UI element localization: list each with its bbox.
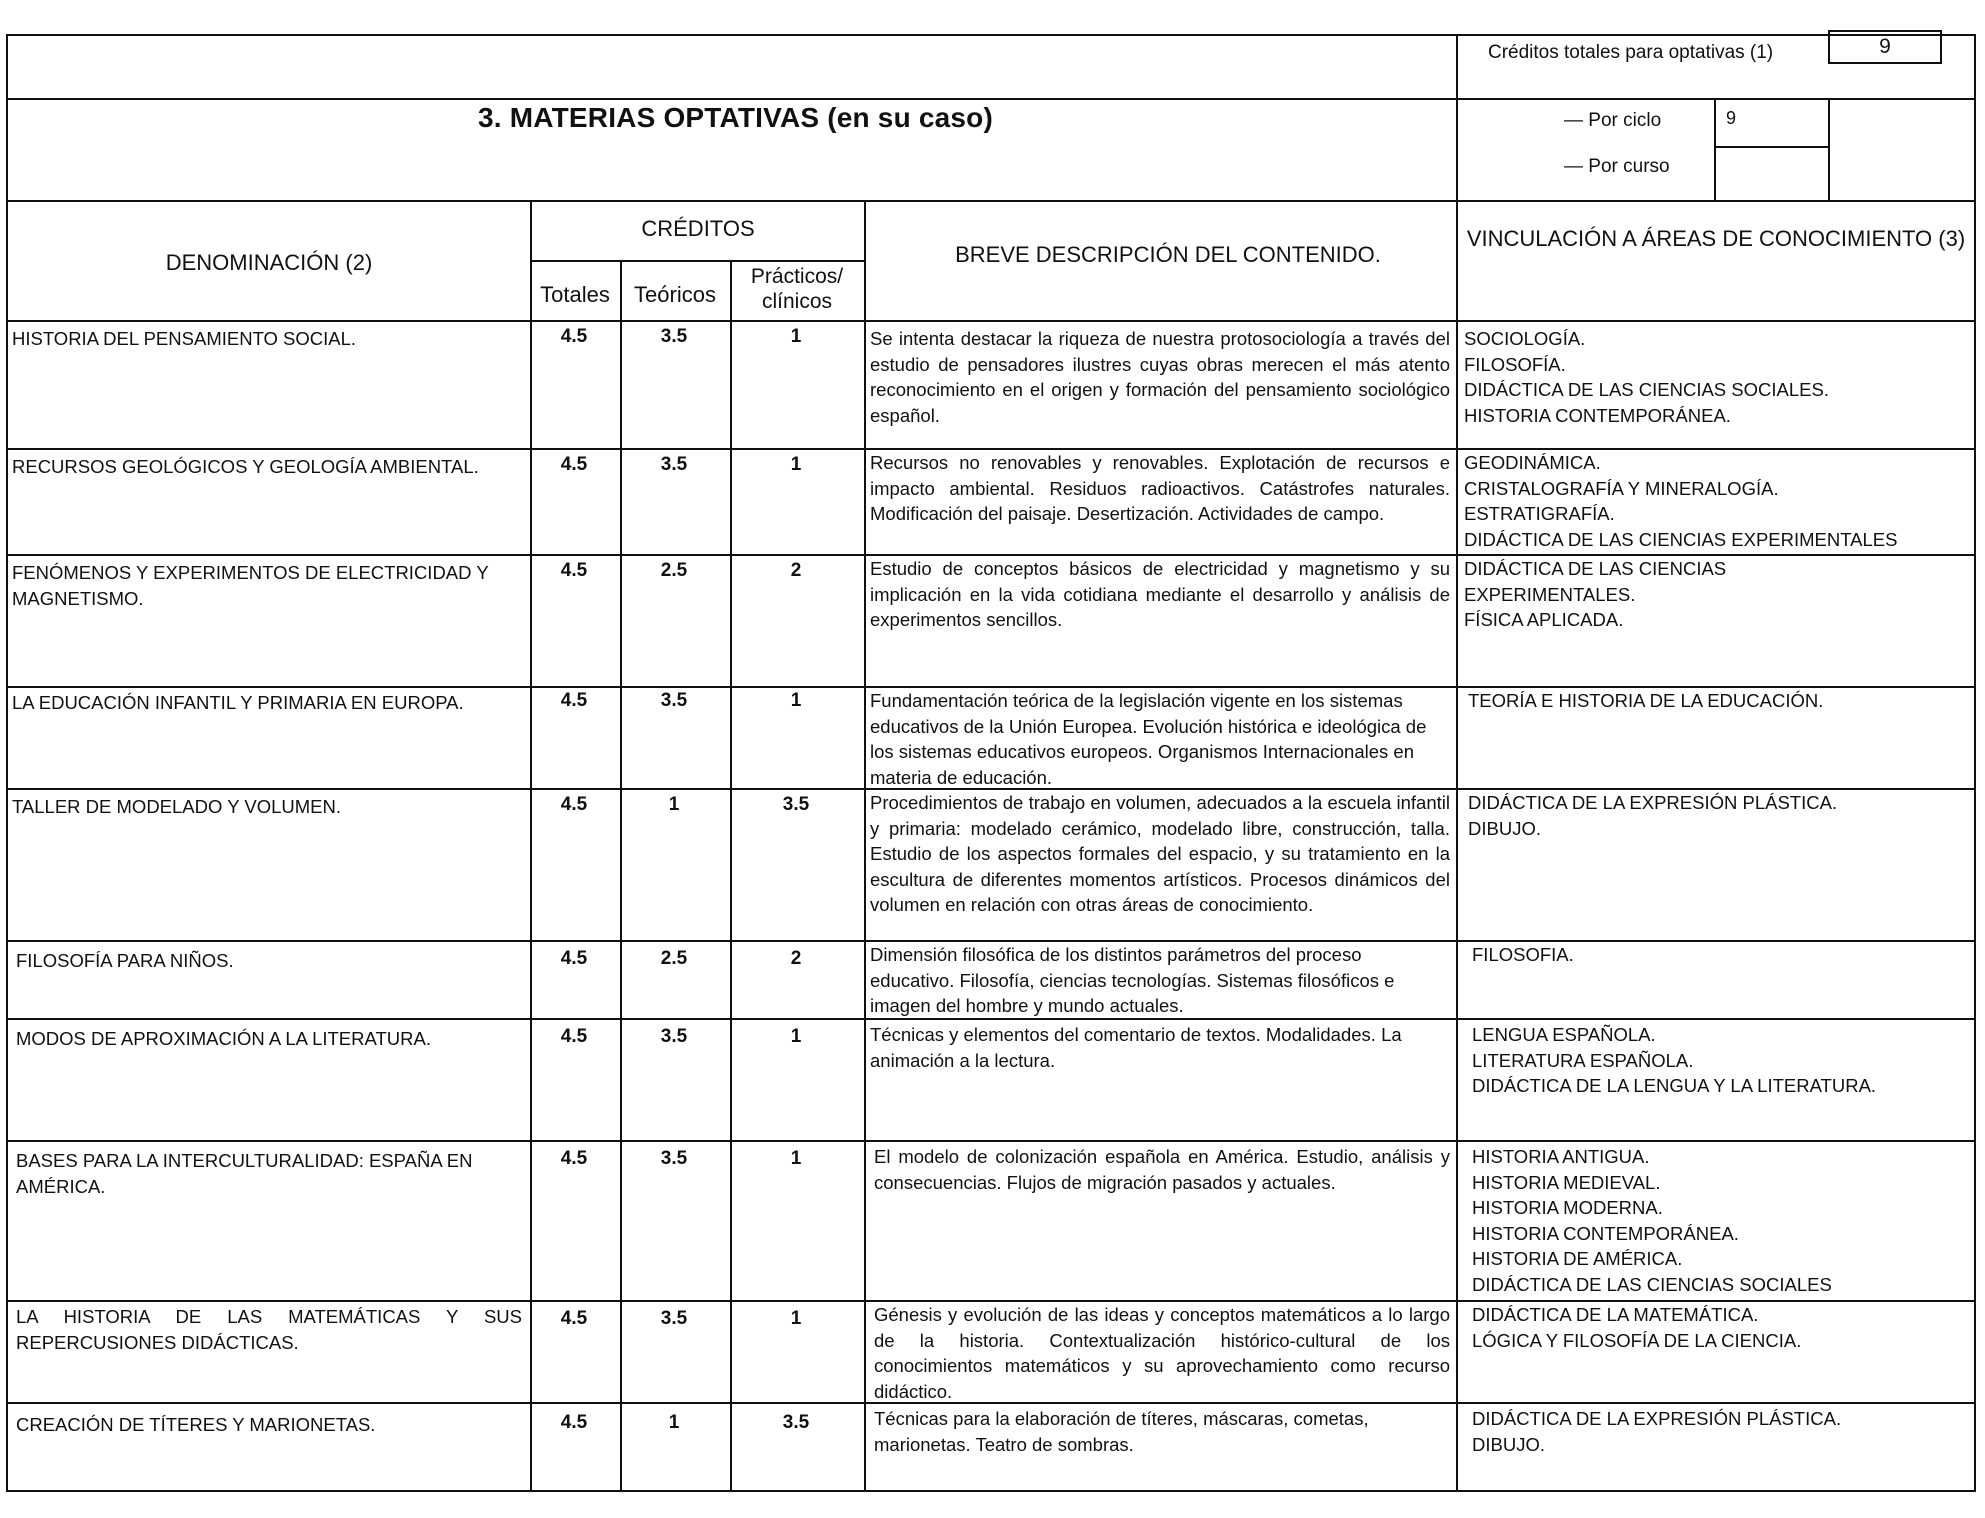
header-descripcion: BREVE DESCRIPCIÓN DEL CONTENIDO. xyxy=(955,242,1381,267)
col-divider-3 xyxy=(730,262,732,1492)
per-course-value xyxy=(1714,146,1830,202)
header-creditos: CRÉDITOS xyxy=(641,216,755,241)
row-practice: 3.5 xyxy=(782,794,810,815)
row-theory: 3.5 xyxy=(660,454,688,475)
area-item: LITERATURA ESPAÑOLA. xyxy=(1472,1049,1694,1071)
document-page xyxy=(6,34,1976,1492)
area-item: DIBUJO. xyxy=(1468,817,1541,839)
row-total: 4.5 xyxy=(560,454,588,475)
area-item: DIDÁCTICA DE LA EXPRESIÓN PLÁSTICA. xyxy=(1472,1408,1842,1429)
row-name: HISTORIA DEL PENSAMIENTO SOCIAL. xyxy=(12,328,357,349)
row-areas xyxy=(1464,450,1972,552)
total-credits-label: Créditos totales para optativas (1) xyxy=(1488,42,1774,63)
row-practice: 1 xyxy=(790,454,802,475)
row-total: 4.5 xyxy=(560,1308,588,1329)
header-rule xyxy=(8,98,1974,100)
area-item: ESTRATIGRAFÍA. xyxy=(1464,503,1615,524)
row-total: 4.5 xyxy=(560,794,588,815)
col-divider-5 xyxy=(1456,200,1458,1492)
row-areas xyxy=(1464,326,1972,428)
col-divider-4 xyxy=(864,200,866,1492)
row-practice: 1 xyxy=(790,326,802,347)
area-item: DIDÁCTICA DE LA LENGUA Y LA LITERATURA. xyxy=(1472,1075,1877,1096)
row-description: Recursos no renovables y renovables. Explotación de recursos e impacto ambiental. Residuos radioactivos. Catástrofes naturales. Modificación del paisaje. Desertización. Actividades de campo. xyxy=(870,452,1450,524)
row-areas xyxy=(1464,556,1972,633)
header-teoricos: Teóricos xyxy=(634,282,716,307)
area-item: FILOSOFÍA. xyxy=(1464,353,1566,375)
row-practice: 2 xyxy=(790,560,802,581)
area-item: DIDÁCTICA DE LAS CIENCIAS EXPERIMENTALES xyxy=(1464,528,1898,550)
row-name: CREACIÓN DE TÍTERES Y MARIONETAS. xyxy=(16,1414,376,1435)
area-item: HISTORIA MODERNA. xyxy=(1472,1197,1663,1218)
col-divider-2 xyxy=(620,262,622,1492)
row-total: 4.5 xyxy=(560,948,588,969)
area-item: LÓGICA Y FILOSOFÍA DE LA CIENCIA. xyxy=(1472,1329,1802,1351)
area-item: FILOSOFIA. xyxy=(1472,944,1574,965)
header-vinculacion: VINCULACIÓN A ÁREAS DE CONOCIMIENTO (3) xyxy=(1466,226,1966,251)
row-name: MODOS DE APROXIMACIÓN A LA LITERATURA. xyxy=(16,1028,431,1049)
row-name: TALLER DE MODELADO Y VOLUMEN. xyxy=(12,796,341,817)
area-item: DIBUJO. xyxy=(1472,1433,1545,1455)
area-item: DIDÁCTICA DE LAS CIENCIAS SOCIALES. xyxy=(1464,379,1829,400)
row-total: 4.5 xyxy=(560,1412,588,1433)
row-areas xyxy=(1472,942,1972,968)
row-description: Dimensión filosófica de los distintos parámetros del proceso educativo. Filosofía, ciencias tecnologías. Sistemas filosóficos e imagen del hombre y mundo actuales. xyxy=(870,944,1395,1016)
row-practice: 1 xyxy=(790,1026,802,1047)
area-item: DIDÁCTICA DE LA EXPRESIÓN PLÁSTICA. xyxy=(1468,792,1838,813)
row-total: 4.5 xyxy=(560,560,588,581)
row-practice: 1 xyxy=(790,1308,802,1329)
row-theory: 3.5 xyxy=(660,1026,688,1047)
row-areas xyxy=(1472,1406,1972,1457)
row-areas xyxy=(1468,688,1972,714)
row-areas xyxy=(1472,1144,1972,1297)
credits-subheader-rule xyxy=(530,260,866,262)
header-totales: Totales xyxy=(540,282,610,307)
row-practice: 1 xyxy=(790,1148,802,1169)
area-item: FÍSICA APLICADA. xyxy=(1464,609,1624,630)
row-theory: 3.5 xyxy=(660,690,688,711)
area-item: HISTORIA CONTEMPORÁNEA. xyxy=(1464,404,1731,426)
row-name: FENÓMENOS Y EXPERIMENTOS DE ELECTRICIDAD Y MAGNETISMO. xyxy=(12,562,489,609)
row-practice: 3.5 xyxy=(782,1412,810,1433)
row-description: Fundamentación teórica de la legislación vigente en los sistemas educativos de la Unión Europea. Evolución histórica e ideológica de los sistemas educativos europeos. Organismos Internacionales en materia de educación. xyxy=(870,690,1427,788)
column-header-rule xyxy=(8,320,1974,322)
area-item: TEORÍA E HISTORIA DE LA EDUCACIÓN. xyxy=(1468,690,1824,711)
area-item: HISTORIA MEDIEVAL. xyxy=(1472,1171,1661,1193)
row-areas xyxy=(1468,790,1972,841)
header-bottom-rule xyxy=(8,200,1974,202)
row-description: Se intenta destacar la riqueza de nuestra protosociología a través del estudio de pensadores ilustres cuyas obras merecen el más atento reconocimiento en el origen y formación del pensamiento sociológico español. xyxy=(870,328,1450,426)
row-description: Técnicas y elementos del comentario de textos. Modalidades. La animación a la lectura. xyxy=(870,1024,1402,1071)
row-total: 4.5 xyxy=(560,1026,588,1047)
row-theory: 3.5 xyxy=(660,326,688,347)
row-description: Estudio de conceptos básicos de electricidad y magnetismo y su implicación en la vida cotidiana mediante el desarrollo y análisis de experimentos sencillos. xyxy=(870,558,1450,630)
area-item: SOCIOLOGÍA. xyxy=(1464,328,1586,349)
row-theory: 1 xyxy=(668,1412,680,1433)
area-item: LENGUA ESPAÑOLA. xyxy=(1472,1024,1656,1045)
header-practicos: Prácticos/ clínicos xyxy=(750,265,844,314)
area-item: DIDÁCTICA DE LAS CIENCIAS xyxy=(1464,558,1727,579)
row-total: 4.5 xyxy=(560,1148,588,1169)
header-denominacion: DENOMINACIÓN (2) xyxy=(165,250,373,275)
row-description: Técnicas para la elaboración de títeres, máscaras, cometas, marionetas. Teatro de sombras. xyxy=(874,1408,1369,1455)
per-cycle-label: — Por ciclo xyxy=(1564,110,1662,131)
row-description: El modelo de colonización española en América. Estudio, análisis y consecuencias. Flujos de migración pasados y actuales. xyxy=(874,1146,1450,1193)
row-name: RECURSOS GEOLÓGICOS Y GEOLOGÍA AMBIENTAL. xyxy=(12,456,479,477)
area-item: CRISTALOGRAFÍA Y MINERALOGÍA. xyxy=(1464,477,1779,499)
row-theory: 2.5 xyxy=(660,948,688,969)
area-item: GEODINÁMICA. xyxy=(1464,452,1601,473)
area-item: HISTORIA ANTIGUA. xyxy=(1472,1146,1650,1167)
area-item: EXPERIMENTALES. xyxy=(1464,583,1636,605)
row-total: 4.5 xyxy=(560,326,588,347)
row-areas xyxy=(1472,1022,1972,1099)
area-item: DIDÁCTICA DE LAS CIENCIAS SOCIALES xyxy=(1472,1273,1832,1295)
row-theory: 2.5 xyxy=(660,560,688,581)
page-title: 3. MATERIAS OPTATIVAS (en su caso) xyxy=(478,102,994,133)
row-description: Génesis y evolución de las ideas y conceptos matemáticos a lo largo de la historia. Contextualización histórico-cultural de los conocimientos matemáticos y su aprovechamiento como recurso didáctico. xyxy=(874,1304,1450,1402)
row-description: Procedimientos de trabajo en volumen, adecuados a la escuela infantil y primaria: modelado cerámico, modelado libre, construcción, talla. Estudio de los aspectos formales del espacio, y su tratamiento en la escultura de diferentes momentos artísticos. Procesos dinámicos del volumen en relación con otras áreas de conocimiento. xyxy=(870,792,1450,915)
row-practice: 1 xyxy=(790,690,802,711)
row-theory: 3.5 xyxy=(660,1148,688,1169)
row-areas xyxy=(1472,1302,1972,1353)
total-credits-value: 9 xyxy=(1828,30,1942,64)
row-name: LA EDUCACIÓN INFANTIL Y PRIMARIA EN EUROPA. xyxy=(12,692,464,713)
row-total: 4.5 xyxy=(560,690,588,711)
row-name: BASES PARA LA INTERCULTURALIDAD: ESPAÑA EN AMÉRICA. xyxy=(16,1150,473,1197)
area-item: HISTORIA CONTEMPORÁNEA. xyxy=(1472,1222,1739,1244)
row-theory: 1 xyxy=(668,794,680,815)
area-item: HISTORIA DE AMÉRICA. xyxy=(1472,1248,1683,1269)
col-divider-1 xyxy=(530,200,532,1492)
row-theory: 3.5 xyxy=(660,1308,688,1329)
row-name: LA HISTORIA DE LAS MATEMÁTICAS Y SUS REPERCUSIONES DIDÁCTICAS. xyxy=(16,1306,522,1353)
per-cycle-value: 9 xyxy=(1714,98,1830,148)
row-name: FILOSOFÍA PARA NIÑOS. xyxy=(16,950,234,971)
per-course-label: — Por curso xyxy=(1564,156,1670,177)
header-divider xyxy=(1456,36,1458,202)
row-practice: 2 xyxy=(790,948,802,969)
area-item: DIDÁCTICA DE LA MATEMÁTICA. xyxy=(1472,1304,1759,1325)
row-rule xyxy=(8,1140,1974,1142)
